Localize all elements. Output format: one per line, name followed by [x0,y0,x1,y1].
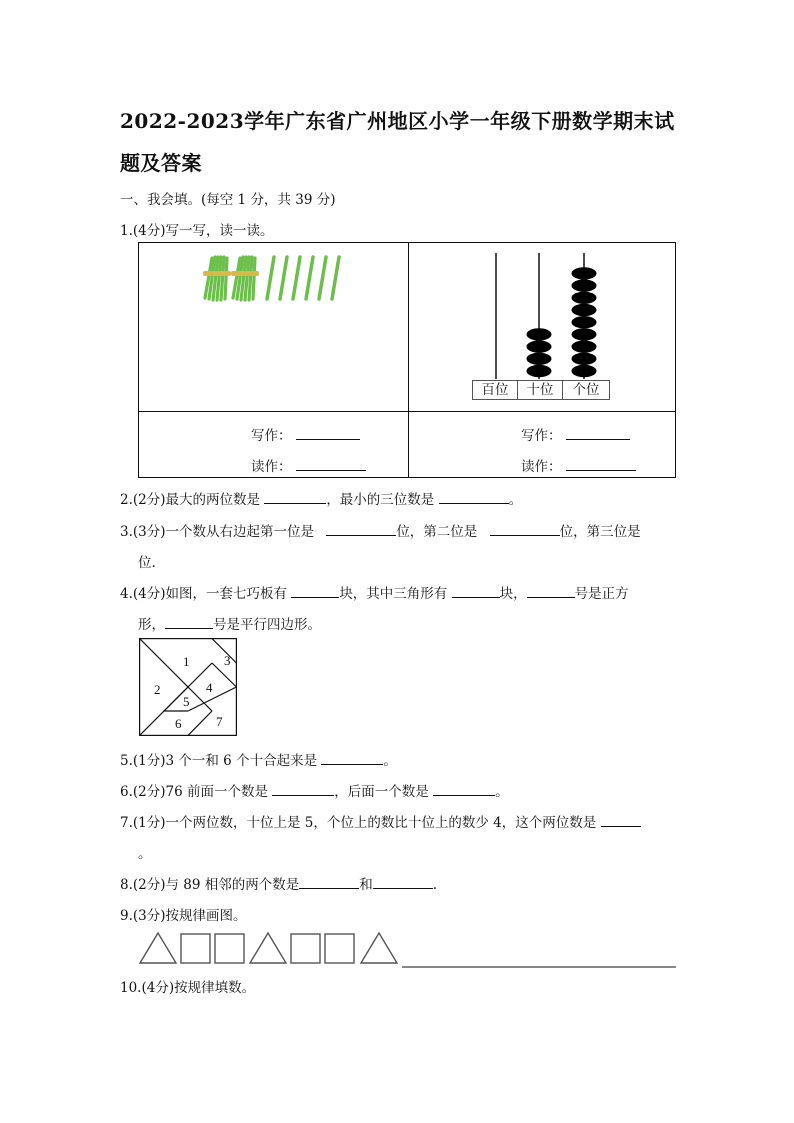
q6-score: (2分) [132,784,166,800]
abacus-bead-ones [572,328,597,340]
q8-blank-1[interactable] [299,874,359,889]
q2-blank-1[interactable] [264,489,326,504]
abacus-bead-ones [572,304,597,316]
right-read-row [521,455,636,475]
q4-text: 号是平行四边形。 [213,617,321,633]
pattern-triangle [250,933,286,963]
q2-number: 2. [120,492,133,508]
q5-blank[interactable] [321,750,383,765]
q4-number: 4. [120,586,133,602]
write-label: 写作： [251,428,292,444]
abacus-bead-ones [572,267,597,279]
q8-score: (2分) [132,877,166,893]
single-stick [332,257,339,299]
q6-text: 76 前面一个数是 [165,784,268,800]
q7-blank[interactable] [601,812,641,827]
q8-text: 与 89 相邻的两个数是 [165,877,300,893]
write-label: 写作： [521,428,562,444]
q4-blank-1[interactable] [291,583,339,598]
q3-number: 3. [120,524,133,540]
q8-blank-2[interactable] [373,874,433,889]
tangram-piece-label: 2 [154,682,161,697]
q7-continuation: 。 [138,846,152,862]
q5-text: 3 个一和 6 个十合起来是 [165,753,318,769]
q1-text: 写一写，读一读。 [165,223,274,239]
q3-text: 一个数从右边起第一位是 [165,524,315,540]
page-title-line2: 题及答案 [120,151,202,175]
write-answer-blank[interactable] [296,425,360,440]
q3-text: 位，第三位是 [559,524,641,540]
question-4 [120,582,629,602]
q3-score: (3分) [132,524,166,540]
q4-text: 形， [138,617,165,633]
table-vertical-divider [408,243,409,477]
q6-text: 。 [495,784,509,800]
question-7 [120,811,641,831]
abacus-label-tens: 十位 [517,380,563,400]
question-9 [120,904,247,924]
q8-text: 和 [359,877,373,893]
single-stick [319,257,326,299]
question-3 [120,520,641,540]
q2-text: 最大的两位数是 [165,492,261,508]
abacus-bead-tens [527,340,552,352]
section-heading: 一、我会填。(每空 1 分，共 39 分) [120,192,336,208]
write-answer-blank[interactable] [566,425,630,440]
abacus-bead-ones [572,279,597,291]
q9-text: 按规律画图。 [165,908,247,924]
q7-text: 一个两位数，十位上是 5，个位上的数比十位上的数少 4，这个两位数是 [165,815,597,831]
q4-score: (4分) [132,586,166,602]
q4-continuation [138,613,321,633]
q2-text: 。 [508,492,523,508]
q7-score: (1分) [132,815,166,831]
q10-text: 按规律填数。 [174,980,256,996]
question-8 [120,873,437,893]
q6-text: ，后面一个数是 [334,784,429,800]
question-10 [120,976,255,996]
bundled-sticks-illustration [197,249,347,309]
q3-blank-2[interactable] [490,521,560,536]
stick-bundle-1 [203,257,231,300]
q2-text: ，最小的三位数是 [326,492,435,508]
q5-score: (1分) [132,753,166,769]
q5-text: 。 [383,753,397,769]
tangram-piece-label: 5 [183,694,190,709]
tangram-piece-label: 4 [206,680,213,695]
pattern-square [291,934,320,963]
question-1 [120,219,274,239]
tangram-figure [139,638,237,736]
q4-text: 块，其中三角形有 [339,586,448,602]
q1-number: 1. [120,223,133,239]
q9-score: (3分) [132,908,166,924]
abacus-bead-tens [527,353,552,365]
abacus-bead-ones [572,316,597,328]
q4-text: 如图，一套七巧板有 [165,586,288,602]
pattern-square [215,934,244,963]
q4-blank-4[interactable] [165,614,213,629]
tangram-piece-label: 1 [183,654,190,669]
q6-blank-2[interactable] [433,781,495,796]
stick-bundle-2 [231,257,259,300]
pattern-triangle [140,933,176,963]
abacus-bead-tens [527,365,552,377]
q6-blank-1[interactable] [272,781,334,796]
single-stick [306,257,313,299]
abacus-label-hundreds: 百位 [472,380,518,400]
q8-number: 8. [120,877,133,893]
q1-table [138,242,676,478]
q1-score: (4分) [132,223,166,239]
single-stick [267,257,274,299]
right-write-row [521,424,630,444]
read-answer-blank[interactable] [566,456,636,471]
abacus-illustration [469,251,619,383]
q3-blank-1[interactable] [326,521,396,536]
q2-blank-2[interactable] [439,489,509,504]
abacus-bead-ones [572,340,597,352]
single-stick [293,257,300,299]
q9-pattern [138,930,678,970]
q4-blank-3[interactable] [527,583,575,598]
q6-number: 6. [120,784,133,800]
q7-number: 7. [120,815,133,831]
pattern-triangle [361,933,397,963]
abacus-bead-ones [572,365,597,377]
question-5 [120,749,397,769]
left-write-row [251,424,360,444]
abacus-bead-tens [527,328,552,340]
left-read-row [251,455,366,475]
abacus-label-ones: 个位 [562,380,610,400]
read-label: 读作： [521,459,562,475]
pattern-square [181,934,210,963]
abacus-bead-ones [572,292,597,304]
q10-score: (4分) [141,980,175,996]
tangram-piece-label: 6 [175,716,182,731]
q2-score: (2分) [132,492,166,508]
q10-number: 10. [120,980,142,996]
tangram-piece-label: 7 [216,714,223,729]
question-2 [120,488,522,508]
q8-text: . [432,877,438,893]
single-stick [280,257,287,299]
q9-number: 9. [120,908,133,924]
pattern-square [325,934,354,963]
tangram-piece-label: 3 [224,653,231,668]
read-label: 读作： [251,459,292,475]
q4-blank-2[interactable] [452,583,500,598]
q5-number: 5. [120,753,133,769]
q3-continuation: 位. [138,555,156,571]
abacus-bead-ones [572,353,597,365]
question-6 [120,780,509,800]
q4-text: 号是正方 [574,586,629,602]
q4-text: 块， [499,586,527,602]
page-title-line1: 2022-2023学年广东省广州地区小学一年级下册数学期末试 [120,109,675,133]
read-answer-blank[interactable] [296,456,366,471]
q3-text: 位，第二位是 [396,524,478,540]
table-horizontal-divider [139,411,675,412]
